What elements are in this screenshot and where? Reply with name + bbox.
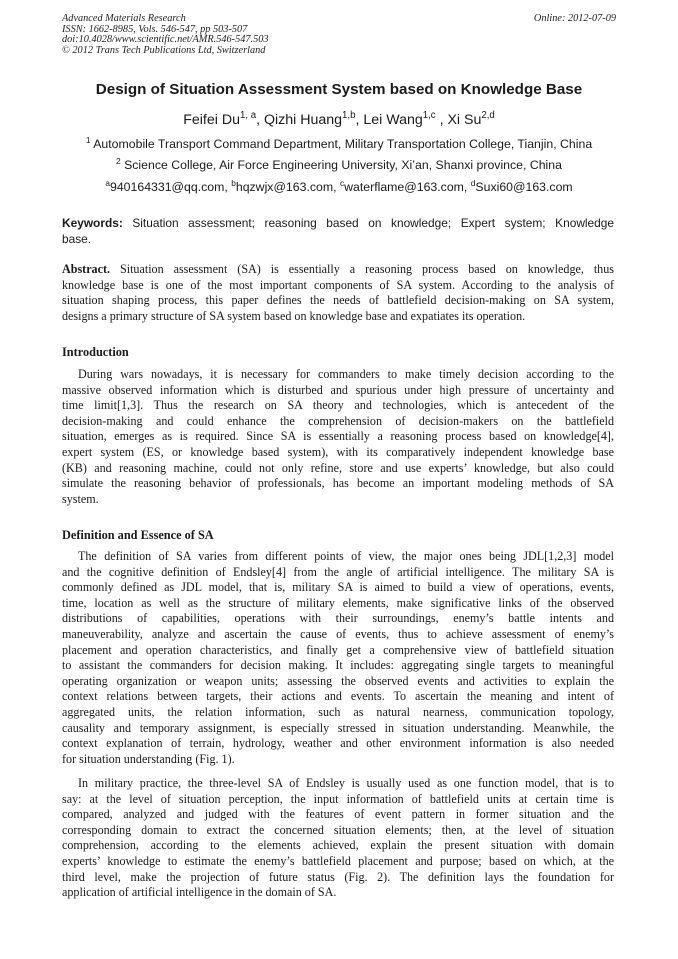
definition-line: time, location as well as the structure of military elements, make significative links of the observed [62, 595, 614, 610]
definition-line: distributions of capabilities, operations with their surroundings, enemy’s battle intents and [62, 611, 614, 626]
email-link: 940164331@qq.com, [110, 180, 232, 194]
intro-line: massive observed information which is disturbed and spurious under high pressure of uncertainty and [62, 382, 614, 397]
definition-line: causality and temporary assignment, is especially stressed in situation understanding. Meanwhile, the [62, 720, 614, 735]
definition-line: In military practice, the three-level SA of Endsley is usually used as one function model, that is to [78, 776, 614, 790]
definition-line: operating organization or weapon units; assessing the observed events and activities to explain the [62, 673, 614, 688]
author-superscript: 1, a [239, 109, 257, 121]
intro-line: expert system (ES, or knowledge based system), with its comparatively independent knowledge base [62, 444, 614, 459]
copyright-line: © 2012 Trans Tech Publications Ltd, Switzerland [62, 44, 266, 56]
definition-line: comprehension, according to the elements achieved, explain the present situation with domain [62, 838, 614, 853]
intro-line: simulate the reasoning behavior of professionals, has become an important modeling methods of SA [62, 476, 614, 491]
definition-line: maneuverability, analyze and ascertain the cause of events, thus to achieve assessment of enemy’s [62, 626, 614, 641]
author-separator: , [256, 112, 264, 128]
definition-line: application of artificial intelligence in the domain of SA. [62, 885, 337, 900]
abstract-line: knowledge base is one of the most important components of SA system. According to the analysis of [62, 277, 614, 292]
paper-title: Design of Situation Assessment System based on Knowledge Base [95, 81, 583, 98]
affiliation-superscript: 1 [85, 134, 91, 145]
abstract-line: designs a primary structure of SA system based on knowledge base and expatiates its operation. [62, 308, 526, 323]
definition-line: context explanation of terrain, hydrology, weather and other environment information is also needed [62, 736, 614, 751]
definition-line: and the cognitive definition of Endsley[4] from the angle of artificial intelligence. The military SA is [62, 564, 614, 579]
email-link: hqzwjx@163.com, [235, 180, 340, 194]
author-superscript: 2,d [481, 109, 495, 121]
introduction-body [62, 367, 614, 507]
author-list [0, 109, 678, 128]
abstract-text: Situation assessment (SA) is essentially a reasoning process based on knowledge, thus [110, 262, 614, 276]
affiliation-1 [0, 134, 678, 151]
definition-line: placement and operation characteristics, and finally get a comprehensive view of battlefield situation [62, 642, 614, 657]
affiliation-text: Science College, Air Force Engineering University, Xi’an, Shanxi province, China [120, 158, 562, 172]
abstract-label: Abstract. [62, 262, 111, 276]
email-superscript: b [231, 177, 236, 188]
intro-line: situation, emerges as is required. Since SA is essentially a reasoning process based on knowledge[4], [62, 429, 614, 444]
email-link: waterflame@163.com, [344, 180, 471, 194]
introduction-heading: Introduction [62, 345, 129, 359]
author-separator: , [355, 112, 364, 128]
definition-heading: Definition and Essence of SA [62, 528, 214, 542]
affiliation-superscript: 2 [116, 155, 121, 166]
author-name: Feifei Du [183, 112, 240, 128]
email-superscript: a [105, 177, 110, 188]
abstract-block [62, 262, 614, 324]
intro-line: During wars nowadays, it is necessary for commanders to make timely decision according to the [78, 367, 614, 381]
author-name: Xi Su [447, 112, 482, 128]
journal-header [62, 14, 616, 56]
affiliation-2 [0, 155, 678, 172]
keywords-line [62, 216, 614, 232]
definition-line: commonly defined as JDL model, that is, military SA is aimed to build a view of operations, events, [62, 580, 614, 595]
email-superscript: d [470, 177, 476, 188]
keywords-block [62, 216, 614, 247]
author-name: Lei Wang [363, 112, 423, 128]
journal-name: Advanced Materials Research [62, 13, 186, 24]
keywords-text: Situation assessment; reasoning based on knowledge; Expert system; Knowledge [122, 216, 614, 230]
definition-line: The definition of SA varies from different points of view, the major ones being JDL[1,2,3] model [78, 549, 614, 563]
affiliation-text: Automobile Transport Command Department, Military Transportation College, Tianjin, China [90, 137, 593, 151]
keywords-line: base. [62, 231, 92, 246]
email-list [0, 177, 678, 194]
online-date: Online: 2012-07-09 [533, 13, 616, 24]
definition-line: corresponding domain to extract the concerned situation elements; then, at the level of situation [62, 822, 614, 837]
email-link: Suxi60@163.com [475, 180, 573, 194]
definition-line: say: at the level of situation perception, the input information of battlefield units at certain time is [62, 791, 614, 806]
definition-line: compared, analyzed and judged with the features of event pattern in former situation and the [62, 807, 614, 822]
definition-line: experts’ knowledge to estimate the enemy’s battlefield placement and purpose; based on which, at the [62, 853, 614, 868]
intro-line: time limit[1,3]. Thus the research on SA theory and technologies, which is antecedent of the [62, 398, 614, 413]
issn-line: ISSN: 1662-8985, Vols. 546-547, pp 503-507 [62, 23, 248, 35]
intro-line: (KB) and reasoning machine, could not only refine, store and use experts’ knowledge, but also could [62, 460, 614, 475]
definition-paragraph-1 [62, 549, 614, 767]
intro-line: decision-making and could enhance the comprehension of decision-makers on the battlefield [62, 413, 614, 428]
definition-line: context relations between targets, their actions and events. To ascertain the meaning and intent of [62, 689, 614, 704]
abstract-line: situation shaping process, this paper defines the needs of battlefield decision-making on SA system, [62, 293, 614, 308]
abstract-line [62, 262, 614, 278]
author-separator: , [435, 112, 448, 128]
definition-line: third level, make the projection of future status (Fig. 2). The definition lays the foundation for [62, 869, 614, 884]
email-superscript: c [339, 177, 345, 188]
doi-line: doi:10.4028/www.scientific.net/AMR.546-547.503 [62, 34, 269, 45]
definition-paragraph-2 [62, 776, 614, 901]
definition-line: to assistant the commanders for decision making. It includes: aggregating single targets to meaningful [62, 658, 614, 673]
definition-line: for situation understanding (Fig. 1). [62, 751, 235, 766]
keywords-label: Keywords: [62, 216, 123, 230]
author-superscript: 1,b [342, 109, 356, 121]
definition-line: aggregated units, the relation information, such as natural nearness, communication topology, [62, 704, 614, 719]
intro-line: system. [62, 491, 99, 506]
author-superscript: 1,c [422, 109, 436, 121]
author-name: Qizhi Huang [263, 112, 343, 128]
